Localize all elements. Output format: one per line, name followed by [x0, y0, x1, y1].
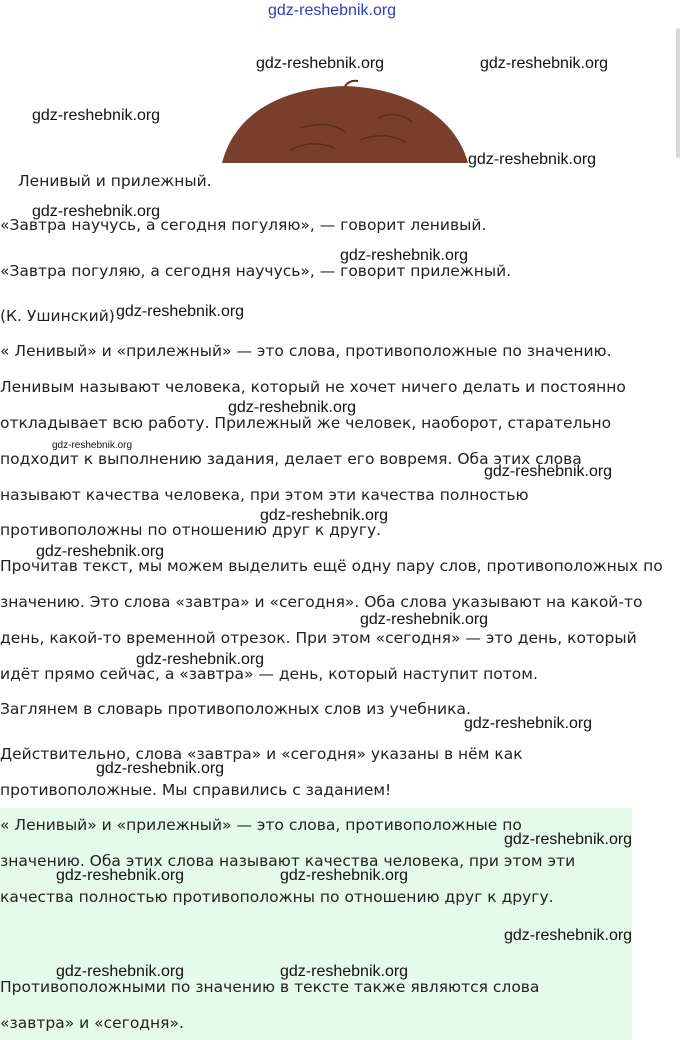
answer-line: «завтра» и «сегодня».	[0, 1014, 184, 1032]
explanation-line: подходит к выполнению задания, делает его вовремя. Оба этих слова	[0, 450, 582, 468]
watermark: gdz-reshebnik.org	[32, 203, 161, 220]
story-line-1: «Завтра научусь, а сегодня погуляю», — говорит ленивый.	[0, 216, 487, 234]
watermark: gdz-reshebnik.org	[360, 611, 489, 628]
watermark: gdz-reshebnik.org	[36, 543, 165, 560]
watermark: gdz-reshebnik.org	[280, 963, 409, 980]
explanation-line: противоположны по отношению друг к другу.	[0, 521, 382, 539]
watermark: gdz-reshebnik.org	[280, 867, 409, 884]
explanation-line: Ленивым называют человека, который не хочет ничего делать и постоянно	[0, 378, 626, 396]
watermark: gdz-reshebnik.org	[52, 440, 133, 451]
watermark: gdz-reshebnik.org	[480, 55, 609, 72]
explanation-line: называют качества человека, при этом эти качества полностью	[0, 486, 529, 504]
watermark: gdz-reshebnik.org	[136, 651, 265, 668]
watermark: gdz-reshebnik.org	[256, 55, 385, 72]
explanation-line: Прочитав текст, мы можем выделить ещё одну пару слов, противоположных по	[0, 557, 663, 575]
explanation-line: « Ленивый» и «прилежный» — это слова, противоположные по значению.	[0, 342, 612, 360]
explanation-line: день, какой-то временной отрезок. При этом «сегодня» — это день, который	[0, 629, 637, 647]
watermark: gdz-reshebnik.org	[228, 399, 357, 416]
answer-line: Противоположными по значению в тексте также являются слова	[0, 978, 540, 996]
answer-line: значению. Оба этих слова называют качества человека, при этом эти	[0, 852, 576, 870]
watermark: gdz-reshebnik.org	[56, 867, 185, 884]
explanation-line: значению. Это слова «завтра» и «сегодня». Оба слова указывают на какой-то	[0, 593, 643, 611]
answer-line: качества полностью противоположны по отношению друг к другу.	[0, 888, 554, 906]
watermark: gdz-reshebnik.org	[260, 507, 389, 524]
story-title: Ленивый и прилежный.	[18, 172, 212, 190]
watermark: gdz-reshebnik.org	[468, 151, 597, 168]
watermark: gdz-reshebnik.org	[464, 715, 593, 732]
watermark: gdz-reshebnik.org	[56, 963, 185, 980]
watermark: gdz-reshebnik.org	[32, 107, 161, 124]
watermark: gdz-reshebnik.org	[96, 760, 225, 777]
explanation-line: противоположные. Мы справились с заданием!	[0, 781, 392, 799]
watermark-top[interactable]: gdz-reshebnik.org	[268, 2, 397, 19]
story-author: (К. Ушинский)	[0, 307, 115, 325]
watermark: gdz-reshebnik.org	[504, 927, 633, 944]
watermark: gdz-reshebnik.org	[116, 303, 245, 320]
watermark: gdz-reshebnik.org	[340, 247, 469, 264]
watermark: gdz-reshebnik.org	[504, 831, 633, 848]
explanation-line: Действительно, слова «завтра» и «сегодня» указаны в нём как	[0, 745, 523, 763]
boy-head-illustration	[0, 0, 680, 165]
story-line-2: «Завтра погуляю, а сегодня научусь», — говорит прилежный.	[0, 262, 512, 280]
explanation-line: откладывает всю работу. Прилежный же человек, наоборот, старательно	[0, 414, 612, 432]
answer-line: « Ленивый» и «прилежный» — это слова, противоположные по	[0, 816, 522, 834]
explanation-line: Заглянем в словарь противоположных слов из учебника.	[0, 700, 471, 718]
watermark: gdz-reshebnik.org	[484, 463, 613, 480]
explanation-line: идёт прямо сейчас, а «завтра» — день, который наступит потом.	[0, 665, 538, 683]
